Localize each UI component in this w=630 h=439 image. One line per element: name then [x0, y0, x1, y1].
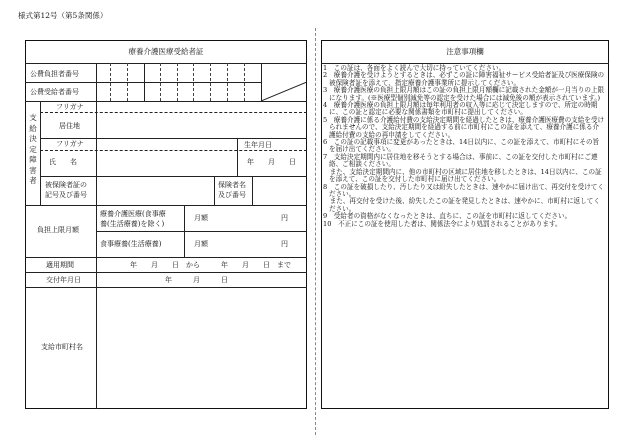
diagonal-strike [261, 63, 307, 101]
note-item: 10 不正にこの証を使用した者は、関係法令により処罰されることがあります。 [323, 219, 562, 228]
divider [40, 112, 307, 113]
divider [40, 150, 307, 151]
form-label: 様式第12号（第5条関係） [18, 11, 108, 20]
medical-label-1: 療養介護医療(食事療 [100, 210, 166, 218]
furigana-label-2: フリガナ [56, 140, 84, 148]
birthdate-label: 生年月日 [244, 141, 272, 149]
notes-title: 注意事項欄 [446, 47, 484, 56]
note-item: 3 療養介護医療の負担上限月額はこの証の負担上限月額欄に記載された金額が一月当りの上限になります。(※医療型個別減免等の認定を受けた場合には減免後の額が表示されています。) [323, 86, 605, 102]
fold-line [315, 28, 316, 435]
divider [252, 176, 253, 205]
divider [214, 176, 215, 205]
furigana-label-1: フリガナ [56, 103, 84, 111]
medical-yen-label: 円 [281, 214, 288, 222]
address-label: 居住地 [59, 122, 80, 130]
divider [25, 101, 307, 102]
issue-date-label: 交付年月日 [46, 276, 81, 284]
issue-date-value: 年 月 日 [165, 276, 228, 284]
payer-number-label: 公費負担者番号 [30, 70, 79, 78]
municipality-label: 支給市町村名 [41, 343, 83, 351]
insured-number-label-2: 記号及び番号 [45, 191, 87, 199]
note-item: 1 この証は、各面をよく読んで大切に持っていてください。 [323, 64, 506, 72]
notes-list [323, 65, 605, 228]
divider [25, 257, 307, 258]
divider [40, 138, 307, 139]
divider [40, 176, 307, 177]
medical-label-2: 養(生活療養)を除く) [100, 220, 165, 228]
medical-monthly-label: 月額 [194, 214, 208, 222]
note-item: また、再交付を受けた後、紛失したこの証を発見したときは、速やかに、市町村に返してください。 [323, 197, 600, 213]
birthdate-value: 年 月 日 [247, 158, 296, 166]
period-label: 適用期間 [46, 261, 74, 269]
note-item: 5 療養介護に係る介護給付費の支給決定期間を経過したときは、療養介護医療費の支給を受けられませんので、支給決定期間を経過する前に市町村にこの証を添えて、療養介護に係る介護給付費の支給の再申請をしてください。 [323, 115, 605, 139]
note-item: 9 受給者の資格がなくなったときは、直ちに、この証を市町村に返してください。 [323, 212, 572, 221]
insurer-label-1: 保険者名 [218, 181, 246, 189]
divider [237, 138, 238, 176]
meal-yen-label: 円 [281, 240, 288, 248]
recipient-number-label: 公費受給者番号 [30, 88, 79, 96]
divider [96, 257, 97, 409]
meal-monthly-label: 月額 [194, 240, 208, 248]
divider [96, 231, 307, 232]
insurer-label-2: 及び番号 [218, 191, 246, 199]
divider [25, 205, 307, 206]
name-label: 氏 名 [49, 158, 77, 166]
note-item: 8 この証を破損したり、汚したり又は紛失したときは、速やかに届け出て、再交付を受けてください。 [323, 182, 604, 198]
divider [25, 82, 261, 83]
divider [25, 272, 307, 273]
note-item: 2 療養介護を受けようとするときは、必ずこの証に障害福祉サービス受給者証及び医療保険の被保険者証を添えて、指定療養介護事業所に提示してください。 [323, 71, 605, 87]
certificate-title: 療養介護医療受給者証 [128, 47, 204, 56]
recipient-side-label: 支給決定障害者 [29, 113, 37, 185]
meal-label: 食事療養(生活療養) [100, 240, 162, 248]
insured-number-label-1: 被保険者証の [45, 181, 87, 189]
note-item: 6 この証の記載事項に変更があったときは、14日以内に、この証を添えて、市町村にその旨を届け出てください。 [323, 138, 600, 154]
limit-label: 負担上限月額 [37, 226, 79, 234]
divider [25, 287, 307, 288]
divider [96, 101, 97, 205]
note-item: 4 療養介護医療の負担上限月額は毎年利用者の収入等に応じて決定しますので、所定の時期に、この証と認定に必要な関係書類を市町村に提出してください。 [323, 101, 598, 117]
note-item: 7 支給決定期間内に居住地を移そうとする場合は、事前に、この証を交付した市町村にご連絡、ご相談ください。 [323, 152, 598, 169]
divider [40, 101, 41, 205]
period-value: 年 月 日 から 年 月 日 まで [130, 261, 291, 269]
note-item: また、支給決定期間内に、他の市町村の区域に居住地を移したときは、14日以内に、この証を添えて、この証を交付した市町村に届け出てください。 [323, 167, 602, 184]
